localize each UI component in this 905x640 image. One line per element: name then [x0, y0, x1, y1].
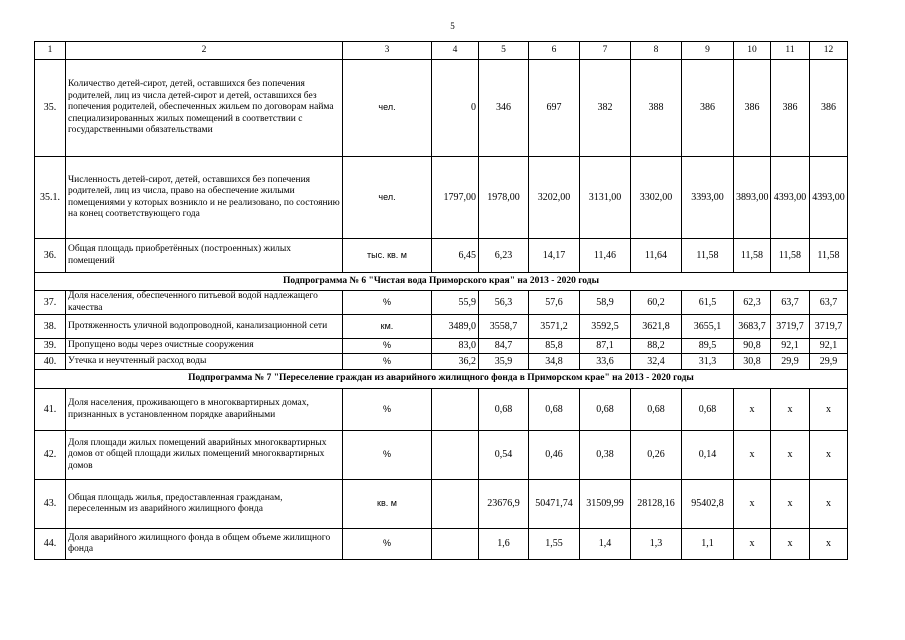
value-cell: 388	[631, 60, 682, 157]
value-cell: 11,64	[631, 239, 682, 273]
value-cell: х	[771, 431, 810, 480]
column-header: 7	[580, 42, 631, 60]
value-cell: 11,58	[682, 239, 734, 273]
value-cell: 3621,8	[631, 315, 682, 339]
row-number: 42.	[35, 431, 66, 480]
unit-cell: кв. м	[343, 480, 432, 529]
row-number: 37.	[35, 291, 66, 315]
value-cell: 3489,0	[432, 315, 479, 339]
column-header: 1	[35, 42, 66, 60]
value-cell: х	[810, 431, 848, 480]
value-cell: х	[810, 389, 848, 431]
header-row	[35, 42, 848, 60]
table-row	[35, 339, 848, 354]
value-cell: 1,3	[631, 529, 682, 560]
table-row	[35, 315, 848, 339]
value-cell: 1797,00	[432, 157, 479, 239]
unit-cell: %	[343, 291, 432, 315]
value-cell: 50471,74	[529, 480, 580, 529]
value-cell: 83,0	[432, 339, 479, 354]
value-cell: 386	[734, 60, 771, 157]
value-cell: 34,8	[529, 354, 580, 370]
column-header: 10	[734, 42, 771, 60]
value-cell: 92,1	[771, 339, 810, 354]
value-cell: 23676,9	[479, 480, 529, 529]
value-cell: 3558,7	[479, 315, 529, 339]
value-cell: 1,6	[479, 529, 529, 560]
value-cell: 3719,7	[771, 315, 810, 339]
value-cell: 3893,00	[734, 157, 771, 239]
value-cell: 1,4	[580, 529, 631, 560]
value-cell: 35,9	[479, 354, 529, 370]
value-cell: 88,2	[631, 339, 682, 354]
value-cell: 63,7	[810, 291, 848, 315]
value-cell: 1,55	[529, 529, 580, 560]
value-cell: х	[810, 480, 848, 529]
value-cell: 3571,2	[529, 315, 580, 339]
subprogram-title: Подпрограмма № 7 "Переселение граждан из аварийного жилищного фонда в Приморском крае" на 2013 - 2020 годы	[35, 370, 848, 389]
value-cell: 58,9	[580, 291, 631, 315]
table-row	[35, 157, 848, 239]
indicator-name: Количество детей-сирот, детей, оставшихся без попечения родителей, лиц из числа детей-сирот и детей, оставшихся без попечения родителей, обеспеченных жильем по договорам найма специализированных жилых помещений в соответствии с государственными обязательствами	[66, 60, 343, 157]
value-cell: 0,14	[682, 431, 734, 480]
unit-cell: км.	[343, 315, 432, 339]
value-cell: 3592,5	[580, 315, 631, 339]
value-cell: х	[734, 389, 771, 431]
subprogram-row	[35, 273, 848, 291]
indicator-name: Доля населения, обеспеченного питьевой водой надлежащего качества	[66, 291, 343, 315]
row-number: 41.	[35, 389, 66, 431]
value-cell: 57,6	[529, 291, 580, 315]
value-cell: 36,2	[432, 354, 479, 370]
value-cell: 0,26	[631, 431, 682, 480]
unit-cell: %	[343, 339, 432, 354]
indicator-name: Протяженность уличной водопроводной, канализационной сети	[66, 315, 343, 339]
value-cell: 346	[479, 60, 529, 157]
column-header: 8	[631, 42, 682, 60]
column-header: 12	[810, 42, 848, 60]
value-cell: 3131,00	[580, 157, 631, 239]
indicators-table	[34, 41, 848, 560]
value-cell: 28128,16	[631, 480, 682, 529]
unit-cell: %	[343, 529, 432, 560]
unit-cell: %	[343, 354, 432, 370]
indicator-name: Общая площадь жилья, предоставленная гражданам, переселенным из аварийного жилищного фонда	[66, 480, 343, 529]
unit-cell: чел.	[343, 60, 432, 157]
value-cell: 0,68	[631, 389, 682, 431]
column-header: 11	[771, 42, 810, 60]
value-cell: 0	[432, 60, 479, 157]
indicator-name: Численность детей-сирот, детей, оставшихся без попечения родителей, лиц из числа, право на обеспечение жилыми помещениями у которых возникло и не реализовано, по состоянию на конец соответствующего года	[66, 157, 343, 239]
value-cell: 29,9	[810, 354, 848, 370]
value-cell: 63,7	[771, 291, 810, 315]
value-cell: 90,8	[734, 339, 771, 354]
table-row	[35, 239, 848, 273]
row-number: 43.	[35, 480, 66, 529]
row-number: 38.	[35, 315, 66, 339]
row-number: 40.	[35, 354, 66, 370]
row-number: 36.	[35, 239, 66, 273]
unit-cell: чел.	[343, 157, 432, 239]
table-row	[35, 291, 848, 315]
unit-cell: %	[343, 431, 432, 480]
value-cell: 56,3	[479, 291, 529, 315]
value-cell: 4393,00	[810, 157, 848, 239]
value-cell: 6,45	[432, 239, 479, 273]
value-cell: 87,1	[580, 339, 631, 354]
indicator-name: Доля аварийного жилищного фонда в общем объеме жилищного фонда	[66, 529, 343, 560]
value-cell	[432, 529, 479, 560]
column-header: 5	[479, 42, 529, 60]
indicator-name: Утечка и неучтенный расход воды	[66, 354, 343, 370]
column-header: 3	[343, 42, 432, 60]
row-number: 39.	[35, 339, 66, 354]
subprogram-row	[35, 370, 848, 389]
table-row	[35, 354, 848, 370]
value-cell: 61,5	[682, 291, 734, 315]
value-cell	[432, 431, 479, 480]
value-cell: 0,68	[479, 389, 529, 431]
page-number: 5	[450, 21, 455, 31]
value-cell	[432, 480, 479, 529]
value-cell: 386	[771, 60, 810, 157]
value-cell: 11,58	[734, 239, 771, 273]
value-cell: 33,6	[580, 354, 631, 370]
value-cell: 31,3	[682, 354, 734, 370]
indicator-name: Пропущено воды через очистные сооружения	[66, 339, 343, 354]
value-cell: х	[734, 529, 771, 560]
value-cell: 84,7	[479, 339, 529, 354]
value-cell: 3302,00	[631, 157, 682, 239]
value-cell: 89,5	[682, 339, 734, 354]
value-cell: 386	[810, 60, 848, 157]
table-row	[35, 431, 848, 480]
unit-cell: %	[343, 389, 432, 431]
subprogram-title: Подпрограмма № 6 "Чистая вода Приморского края" на 2013 - 2020 годы	[35, 273, 848, 291]
value-cell: 55,9	[432, 291, 479, 315]
column-header: 2	[66, 42, 343, 60]
value-cell: х	[771, 389, 810, 431]
column-header: 9	[682, 42, 734, 60]
value-cell: 386	[682, 60, 734, 157]
row-number: 35.1.	[35, 157, 66, 239]
value-cell: 0,68	[580, 389, 631, 431]
value-cell: 11,46	[580, 239, 631, 273]
value-cell: 11,58	[771, 239, 810, 273]
table-row	[35, 480, 848, 529]
indicator-name: Общая площадь приобретённых (построенных) жилых помещений	[66, 239, 343, 273]
value-cell: 1978,00	[479, 157, 529, 239]
value-cell: х	[771, 480, 810, 529]
value-cell: 11,58	[810, 239, 848, 273]
value-cell: 60,2	[631, 291, 682, 315]
value-cell: х	[734, 480, 771, 529]
value-cell: 29,9	[771, 354, 810, 370]
table-row	[35, 60, 848, 157]
value-cell: 1,1	[682, 529, 734, 560]
value-cell: 31509,99	[580, 480, 631, 529]
value-cell	[432, 389, 479, 431]
row-number: 44.	[35, 529, 66, 560]
table-row	[35, 529, 848, 560]
table-row	[35, 389, 848, 431]
unit-cell: тыс. кв. м	[343, 239, 432, 273]
column-header: 4	[432, 42, 479, 60]
value-cell: 32,4	[631, 354, 682, 370]
value-cell: 697	[529, 60, 580, 157]
value-cell: 3393,00	[682, 157, 734, 239]
value-cell: 92,1	[810, 339, 848, 354]
value-cell: 3683,7	[734, 315, 771, 339]
value-cell: 3719,7	[810, 315, 848, 339]
indicator-name: Доля площади жилых помещений аварийных многоквартирных домов от общей площади жилых помещений многоквартирных домов	[66, 431, 343, 480]
row-number: 35.	[35, 60, 66, 157]
value-cell: 14,17	[529, 239, 580, 273]
value-cell: 62,3	[734, 291, 771, 315]
value-cell: х	[810, 529, 848, 560]
column-header: 6	[529, 42, 580, 60]
indicator-name: Доля населения, проживающего в многоквартирных домах, признанных в установленном порядке аварийными	[66, 389, 343, 431]
value-cell: 0,68	[529, 389, 580, 431]
value-cell: 0,46	[529, 431, 580, 480]
value-cell: 0,38	[580, 431, 631, 480]
value-cell: 3202,00	[529, 157, 580, 239]
value-cell: х	[734, 431, 771, 480]
value-cell: 382	[580, 60, 631, 157]
value-cell: 30,8	[734, 354, 771, 370]
value-cell: 3655,1	[682, 315, 734, 339]
value-cell: 0,68	[682, 389, 734, 431]
value-cell: 4393,00	[771, 157, 810, 239]
value-cell: 6,23	[479, 239, 529, 273]
value-cell: х	[771, 529, 810, 560]
value-cell: 95402,8	[682, 480, 734, 529]
value-cell: 85,8	[529, 339, 580, 354]
value-cell: 0,54	[479, 431, 529, 480]
